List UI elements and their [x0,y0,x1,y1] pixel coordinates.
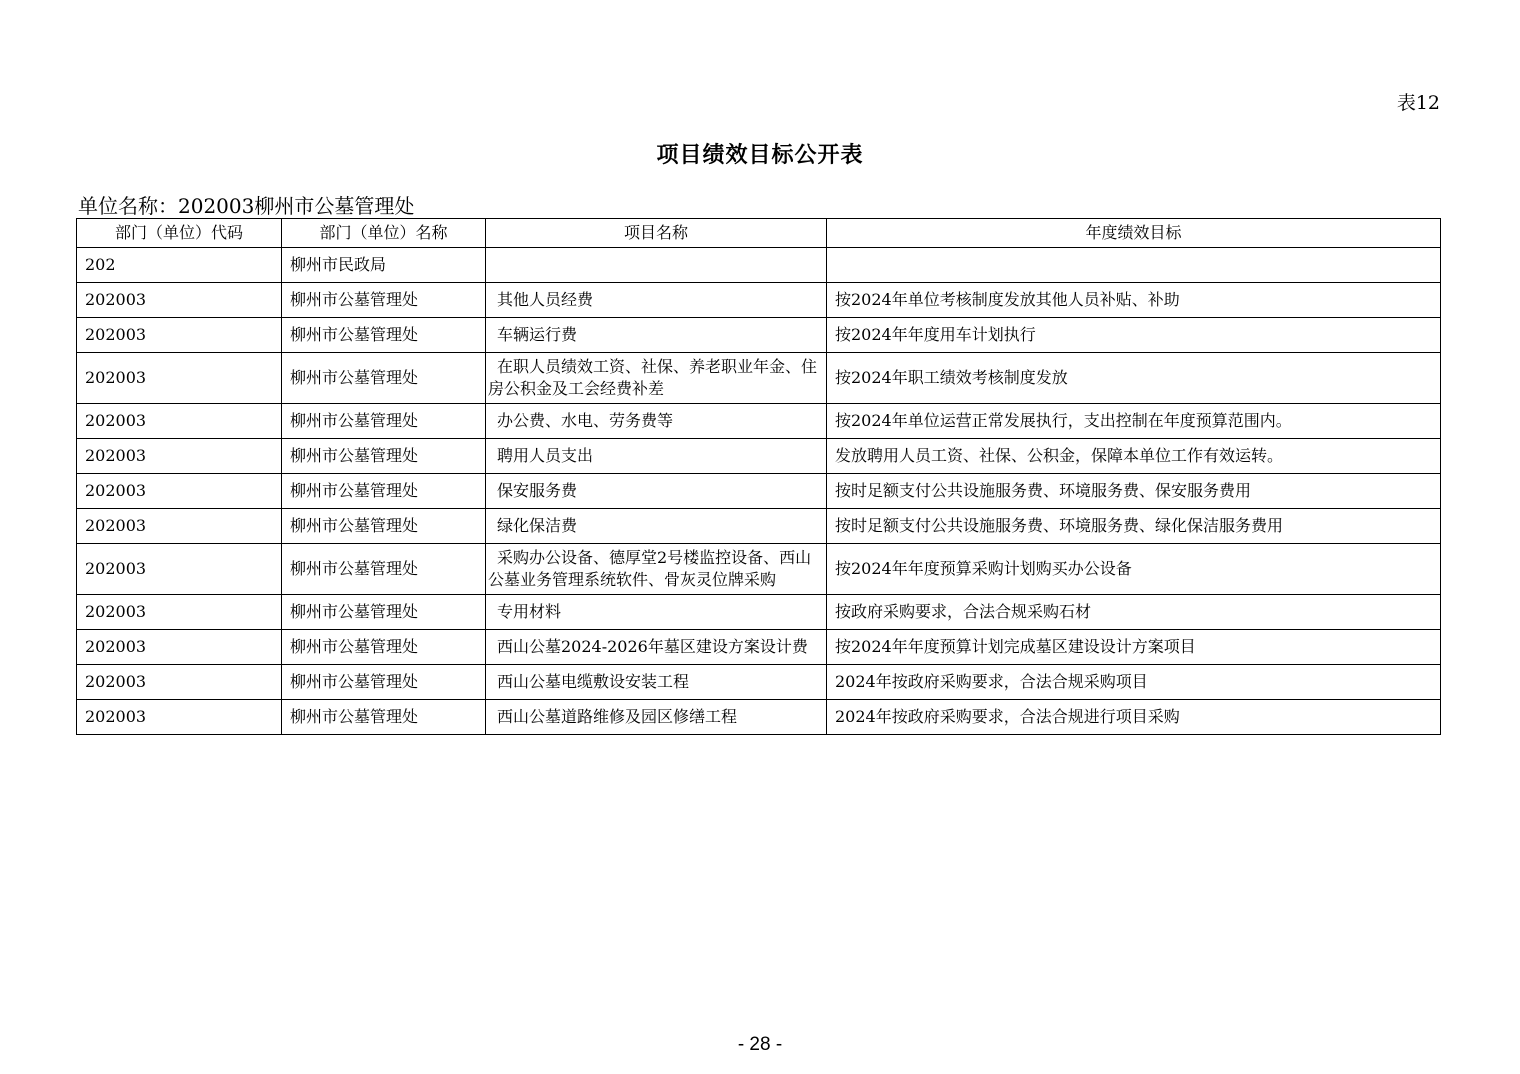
cell-goal: 2024年按政府采购要求，合法合规进行项目采购 [827,700,1441,735]
cell-project-text: 绿化保洁费 [497,516,578,535]
cell-project-text: 其他人员经费 [497,290,594,309]
cell-dept: 柳州市公墓管理处 [282,630,486,665]
performance-table [76,218,1441,735]
cell-project [486,700,827,735]
column-header-dept: 部门（单位）名称 [282,219,486,248]
cell-code: 202003 [77,700,282,735]
table-row [77,439,1441,474]
cell-project [486,595,827,630]
cell-project [486,353,827,404]
cell-goal: 按2024年单位运营正常发展执行，支出控制在年度预算范围内。 [827,404,1441,439]
column-header-project: 项目名称 [486,219,827,248]
cell-goal: 按2024年职工绩效考核制度发放 [827,353,1441,404]
cell-project-text: 采购办公设备、德厚堂2号楼监控设备、西山公墓业务管理系统软件、骨灰灵位牌采购 [488,548,812,589]
cell-project [486,665,827,700]
cell-dept: 柳州市民政局 [282,248,486,283]
cell-project-text: 保安服务费 [497,481,578,500]
table-row [77,509,1441,544]
table-header-row [77,219,1441,248]
cell-project [486,474,827,509]
table-row [77,544,1441,595]
cell-dept: 柳州市公墓管理处 [282,318,486,353]
cell-goal: 按时足额支付公共设施服务费、环境服务费、绿化保洁服务费用 [827,509,1441,544]
cell-code: 202003 [77,353,282,404]
cell-project [486,404,827,439]
cell-dept: 柳州市公墓管理处 [282,544,486,595]
cell-project [486,318,827,353]
cell-project [486,630,827,665]
cell-code: 202003 [77,404,282,439]
cell-goal: 2024年按政府采购要求，合法合规采购项目 [827,665,1441,700]
cell-goal: 按2024年单位考核制度发放其他人员补贴、补助 [827,283,1441,318]
cell-goal: 按2024年年度预算计划完成墓区建设设计方案项目 [827,630,1441,665]
cell-dept: 柳州市公墓管理处 [282,509,486,544]
table-row [77,665,1441,700]
cell-project [486,439,827,474]
cell-dept: 柳州市公墓管理处 [282,595,486,630]
table-row [77,353,1441,404]
cell-dept: 柳州市公墓管理处 [282,353,486,404]
cell-project-text: 专用材料 [497,602,562,621]
cell-dept: 柳州市公墓管理处 [282,404,486,439]
cell-project-text: 西山公墓2024-2026年墓区建设方案设计费 [497,637,808,656]
table-row [77,630,1441,665]
cell-project-text: 西山公墓电缆敷设安装工程 [497,672,690,691]
table-row [77,700,1441,735]
cell-code: 202003 [77,544,282,595]
cell-code: 202003 [77,474,282,509]
cell-code: 202003 [77,283,282,318]
cell-project-text: 西山公墓道路维修及园区修缮工程 [497,707,738,726]
cell-project [486,283,827,318]
cell-goal: 发放聘用人员工资、社保、公积金，保障本单位工作有效运转。 [827,439,1441,474]
table-row [77,404,1441,439]
cell-code: 202003 [77,595,282,630]
cell-project-text: 在职人员绩效工资、社保、养老职业年金、住房公积金及工会经费补差 [488,357,818,398]
cell-code: 202003 [77,630,282,665]
page-title: 项目绩效目标公开表 [656,142,864,168]
cell-project [486,509,827,544]
cell-dept: 柳州市公墓管理处 [282,283,486,318]
column-header-code: 部门（单位）代码 [77,219,282,248]
cell-project [486,248,827,283]
cell-goal: 按时足额支付公共设施服务费、环境服务费、保安服务费用 [827,474,1441,509]
table-row [77,474,1441,509]
cell-code: 202003 [77,439,282,474]
cell-code: 202003 [77,509,282,544]
table-number: 表12 [1396,92,1440,114]
cell-project-text: 聘用人员支出 [497,446,594,465]
cell-code: 202 [77,248,282,283]
table-row [77,318,1441,353]
table-row [77,248,1441,283]
table-body [77,248,1441,735]
cell-goal: 按2024年年度预算采购计划购买办公设备 [827,544,1441,595]
cell-project [486,544,827,595]
cell-dept: 柳州市公墓管理处 [282,665,486,700]
table-row [77,283,1441,318]
cell-goal: 按2024年年度用车计划执行 [827,318,1441,353]
cell-project-text: 办公费、水电、劳务费等 [497,411,674,430]
cell-goal [827,248,1441,283]
column-header-goal: 年度绩效目标 [827,219,1441,248]
cell-project-text: 车辆运行费 [497,325,578,344]
cell-goal: 按政府采购要求，合法合规采购石材 [827,595,1441,630]
cell-dept: 柳州市公墓管理处 [282,439,486,474]
cell-dept: 柳州市公墓管理处 [282,700,486,735]
unit-name-line: 单位名称：202003柳州市公墓管理处 [78,194,415,218]
cell-code: 202003 [77,665,282,700]
cell-code: 202003 [77,318,282,353]
page-number: - 28 - [737,1034,783,1055]
cell-dept: 柳州市公墓管理处 [282,474,486,509]
table-row [77,595,1441,630]
